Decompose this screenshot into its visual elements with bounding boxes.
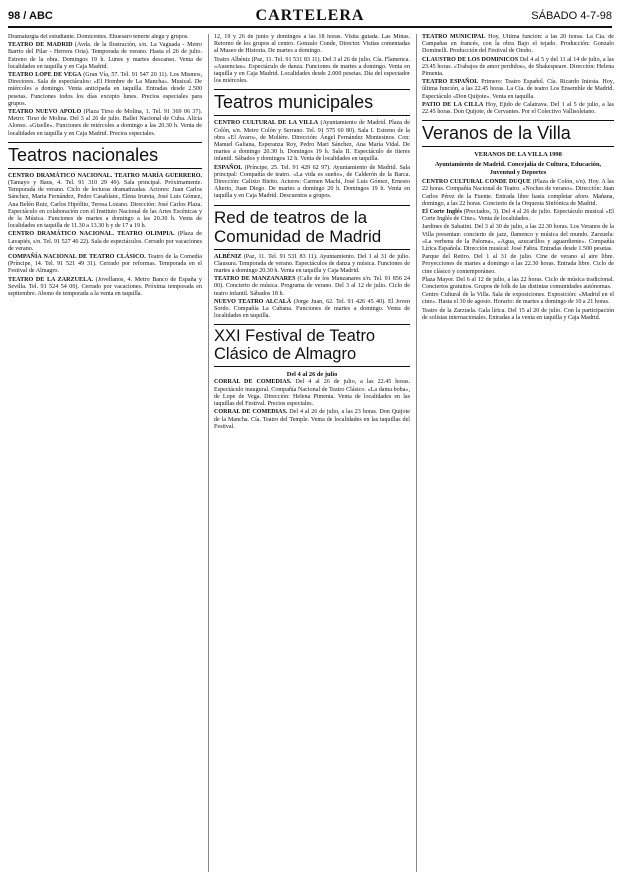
listing-entry: CENTRO CULTURAL DE LA VILLA (Ayuntamiento de Madrid. Plaza de Colón, s/n. Metro Colón y Serrano. Tel. 91 575 60 80). Sala I. Estreno de la obra «El Avaro», de Molière. Dirección: Ángel Fernández Montesinos. Con: Manuel Galiana, Esperanza Roy, Pedro Mari Sánchez, Ana María Vidal. De martes a domingo 20.30 h. Domingos 19 h. Sala II. Espectáculo de títeres infantil. Sábados y domingos 12 h. Venta de localidades en taquilla. <box>214 120 410 163</box>
section-heading-red-teatros: Red de teatros de la Comunidad de Madrid <box>214 205 410 250</box>
listing-entry: CORRAL DE COMEDIAS. Del 4 al 26 de julio, a las 23 horas. Don Quijote de la Mancha. Cía. Teatro del Temple. Venta de localidades en las taquillas del Festival. <box>214 409 410 430</box>
listing-entry: CORRAL DE COMEDIAS. Del 4 al 26 de julio, a las 22.45 horas. Espectáculo inaugural. Compañía Nacional de Teatro Clásico. «La dama boba», de Lope de Vega. Dirección: Helena Pimenta. Venta de localidades en las taquillas del Festival. Precios especiales. <box>214 379 410 408</box>
listing-entry: TEATRO NUEVO APOLO (Plaza Tirso de Molina, 1. Tel. 91 369 06 37). Metro: Tirso de Molina. Del 3 al 26 de julio. Ballet Nacional de Cuba. Alicia Alonso. «Giselle». Funciones de miércoles a domingo a las 20.30 h. Venta de localidades en taquilla y en Caja Madrid. Precios especiales. <box>8 109 202 137</box>
listing-entry: COMPAÑÍA NACIONAL DE TEATRO CLÁSICO. Teatro de la Comedia (Príncipe, 14. Tel. 91 521 49 31). Cerrado por reformas. Temporada en el Festival de Almagro. <box>8 254 202 275</box>
listing-entry: El Corte Inglés (Preciados, 3). Del 4 al 26 de julio. Espectáculo musical «El Corte Inglés de Cine». Venta de localidades. <box>422 209 614 223</box>
column-middle <box>214 34 410 872</box>
column-divider <box>208 34 209 872</box>
listing-text: Centro Cultural de la Villa. Sala de exposiciones. Exposición: «Madrid en el cine». Hasta el 30 de agosto. Horario: de martes a domingo de 10 a 21 horas. <box>422 292 614 306</box>
listing-entry: TEATRO DE LA ZARZUELA. (Jovellanos, 4. Metro Banco de España y Sevilla. Tel. 91 524 54 00). Cerrado por vacaciones. Próxima temporada en septiembre. Abono de temporada a la venta en taquilla. <box>8 276 202 298</box>
page-header <box>8 6 612 28</box>
listing-entry: ALBÉNIZ (Paz, 11. Tel. 91 531 83 11). Ayuntamiento. Del 1 al 31 de julio. Clausura. Temporada de verano. Espectáculos de danza y música. Funciones de martes a domingo 20.30 h. Venta en taquilla y Caja Madrid. <box>214 253 410 275</box>
listing-entry: TEATRO LOPE DE VEGA (Gran Vía, 57. Tel. 91 547 20 11). Los Mismos, Directores. Sala de espectáculos: «El Hombre de La Mancha». Musical. De miércoles a domingo. Venta anticipada en taquilla. Entradas desde 2.500 pesetas. Funciones todos los días excepto lunes. Precios especiales para grupos. <box>8 72 202 107</box>
listing-text: Plaza Mayor. Del 6 al 12 de julio, a las 22 horas. Ciclo de música tradicional. Conciertos gratuitos. Grupos de folk de las distintas comunidades autónomas. <box>422 276 614 291</box>
section-heading-teatros-nacionales: Teatros nacionales <box>8 142 202 169</box>
listing-text: Jardines de Sabatini. Del 3 al 30 de julio, a las 22.30 horas. Los Veranos de la Villa presentan: concierto de jazz, flamenco y música del mundo. Zarzuela: «La verbena de la Paloma», «Agua, azucarillos y aguardiente». Compañía Lírica Española. Dirección musical: José Fabra. Entradas desde 1.500 pesetas. <box>422 224 614 253</box>
listing-entry: NUEVO TEATRO ALCALÁ (Jorge Juan, 62. Tel. 91 426 45 40). El Joven Sordo. Compañía La Cubana. Funciones de martes a domingo. Venta de localidades en taquilla. <box>214 298 410 320</box>
column-right <box>422 34 614 872</box>
listing-entry: CENTRO DRAMÁTICO NACIONAL. TEATRO OLIMPIA. (Plaza de Lavapiés, s/n. Tel. 91 527 46 22). Sala de espectáculos. Cerrado por vacaciones de verano. <box>8 231 202 252</box>
veranos-subtitle: VERANOS DE LA VILLA 1998 <box>474 151 562 159</box>
listing-entry: TEATRO MUNICIPAL Hoy, Ultima función: a las 20 horas. La Cía. de Campañas en francés, con la obra Bajo el tejado. Producción: Gonzalo Dominelli. Producción del Festival de Otoño. <box>422 34 614 55</box>
column-divider <box>416 34 417 872</box>
section-heading-festival-almagro: XXI Festival de Teatro Clásico de Almagro <box>214 324 410 367</box>
section-heading-veranos-villa: Veranos de la Villa <box>422 120 614 147</box>
festival-dates: Del 4 al 26 de julio <box>286 371 338 379</box>
listing-entry: ESPAÑOL (Príncipe, 25. Tel. 91 429 62 97). Ayuntamiento de Madrid. Sala principal: Compañía de teatro. «La vida es sueño», de Calderón de la Barca. Dirección: Calixto Bieito. Actores: Carmen Machi, José Luis Gómez, Ernesto Alterio, Juan Diego. De martes a domingo 20 h. Domingos 19 h. Venta en taquilla y en Caja Madrid. Descuentos a grupos. <box>214 164 410 200</box>
listing-text: Teatro de la Zarzuela. Gala lírica. Del 15 al 20 de julio. Con la participación de solistas internacionales. Entradas a la venta en taquilla y Caja Madrid. <box>422 307 614 321</box>
section-heading-teatros-municipales: Teatros municipales <box>214 89 410 116</box>
listing-text: Parque del Retiro. Del 1 al 31 de julio. Cine de verano al aire libre. Proyecciones de martes a domingo a las 22.30 horas. Entrada libre. Ciclo de cine clásico y contemporáneo. <box>422 254 614 275</box>
column-left <box>8 34 202 872</box>
listing-text: 12, 19 y 26 de junio y domingos a las 18 horas. Visita guiada. Las Minas. Retorno de los grupos al centro. Gonzalo Conde, Director. Visitas comentadas al Museo de Historia. De martes a domingo. <box>214 34 410 55</box>
listing-text: Dramaturgia del estudiante. Domicentes. Ehuesaro tenerte alegu y grupos. <box>8 34 189 40</box>
listing-entry: TEATRO DE MADRID (Avda. de la Ilustración, s/n. La Vaguada - Metro Barrio del Pilar - Herrera Oria). Temporada de verano. Hasta el 26 de julio. Estreno de la obra. Domingos 19 h. Lunes y martes descanso. Venta de localidades en taquilla y en Caja Madrid. <box>8 42 202 70</box>
listing-entry: TEATRO ESPAÑOL Primero: Teatro Español. Cía. Ricardo Iniesta. Hoy, última función, a las 22.45 horas. La Cía. de teatro Los Ensemble de Madrid. Espectáculo «Don Quijote». Venta en taquilla. <box>422 79 614 100</box>
section-title: CARTELERA <box>255 7 365 24</box>
listing-text: Teatro Albéniz (Paz, 11. Tel. 91 531 83 11). Del 3 al 26 de julio. Cía. Flamenca. «Ausencias». Espectáculo de danza. Funciones de martes a domingo. Venta en taquilla y en Caja Madrid. Localidades desde 2.000 pesetas. Día del espectador los miércoles. <box>214 56 410 85</box>
listing-entry: CENTRO DRAMÁTICO NACIONAL. TEATRO MARÍA GUERRERO. (Tamayo y Baus, 4. Tel. 91 310 29 49). Sala principal. Próximamente. Temporada de verano. Ciclo de lecturas dramatizadas. Actores: Juan Carlos Sánchez, Marta Fernández, Pedro Casablanc, Elena Irureta, José Luis Gómez, Ana Belén Ruiz, Carlos Hipólito, Teresa Lozano. Dirección: José Carlos Plaza. Espectáculo en colaboración con el Instituto Nacional de las Artes Escénicas y de la Música. Funciones de martes a domingo a las 20.30 h. Venta de localidades en taquilla de 11.30 a 13.30 h y de 17 a 19 h. <box>8 172 202 230</box>
issue-date: SÁBADO 4-7-98 <box>531 10 612 22</box>
page-number: 98 / ABC <box>8 10 53 22</box>
listing-entry: CENTRO CULTURAL CONDE DUQUE (Plaza de Colón, s/n). Hoy. A las 22 horas. Compañía Nacional de Teatro. «Noches de verano». Dirección: Juan Carlos Pérez de la Fuente. Entrada libre hasta completar aforo. Mañana, domingo, a las 22 horas. Concierto de la Orquesta Sinfónica de Madrid. <box>422 179 614 207</box>
listing-entry: PATIO DE LA CILLA Hoy, Ejido de Calatrava. Del 1 al 5 de julio, a las 22.45 horas. Don Quijote, de Cervantes. Por el Colectivo Vallisoletano. <box>422 101 614 116</box>
listing-entry: CLAUSTRO DE LOS DOMINICOS Del 4 al 5 y del 11 al 14 de julio, a las 23.45 horas. «Trabajos de amor perdidos», de Shakespeare. Dirección: Helena Pimenta. <box>422 56 614 78</box>
veranos-organizer: Ayuntamiento de Madrid. Concejalía de Cultura, Educación, Juventud y Deportes <box>434 161 602 177</box>
listing-entry: TEATRO DE MANZANARES (Calle de los Manzanares s/n. Tel. 91 856 24 00). Concierto de música. Programa de verano. Del 3 al 12 de julio. Ciclo de teatro infantil. Sábados 18 h. <box>214 276 410 297</box>
